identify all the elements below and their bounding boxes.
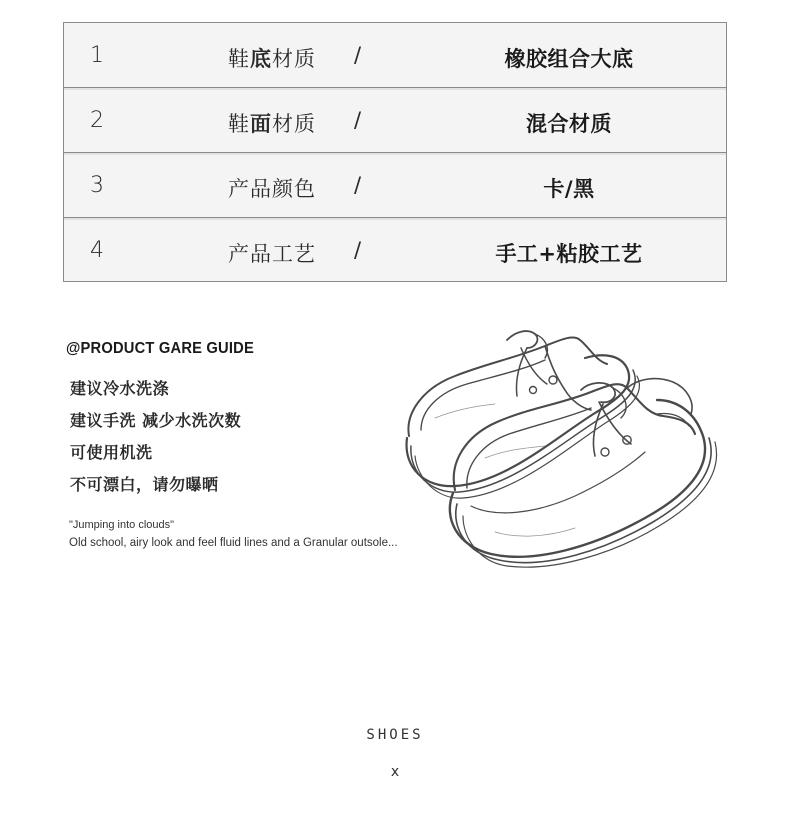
spec-row	[64, 88, 726, 153]
care-instruction: 建议冷水洗涤	[70, 379, 170, 398]
tagline-description: Old school, airy look and feel fluid lines and a Granular outsole...	[69, 537, 398, 549]
spec-row-value: 卡/黑	[543, 177, 595, 201]
spec-row-value: 橡胶组合大底	[504, 47, 634, 71]
spec-row-separator: /	[354, 108, 362, 132]
spec-row-value: 手工+粘胶工艺	[495, 242, 643, 266]
spec-row-value: 混合材质	[526, 112, 612, 136]
spec-row-number: 3	[90, 173, 104, 198]
spec-row-label: 鞋面材质	[228, 112, 316, 136]
spec-row-number: 4	[90, 238, 104, 263]
spec-row-label: 产品工艺	[228, 242, 316, 266]
spec-row-number: 2	[90, 108, 104, 133]
care-guide-heading: @PRODUCT GARE GUIDE	[66, 340, 254, 357]
spec-row-label: 产品颜色	[228, 177, 316, 201]
spec-row-label: 鞋底材质	[228, 47, 316, 71]
spec-row	[64, 153, 726, 218]
care-instruction: 可使用机洗	[70, 443, 153, 462]
spec-row-separator: /	[354, 43, 362, 67]
footer-close-mark: x	[390, 764, 400, 780]
shoe-sketch-icon	[395, 318, 725, 573]
footer-section-label: SHOES	[366, 727, 424, 743]
care-instruction: 不可漂白，请勿曝晒	[70, 475, 219, 494]
spec-table	[63, 22, 727, 282]
care-instruction: 建议手洗 减少水洗次数	[70, 411, 242, 430]
spec-row-separator: /	[354, 238, 362, 262]
spec-row	[64, 218, 726, 281]
spec-row-number: 1	[90, 43, 104, 68]
spec-row-separator: /	[354, 173, 362, 197]
tagline-quote: "Jumping into clouds"	[69, 519, 175, 531]
spec-row	[64, 23, 726, 88]
